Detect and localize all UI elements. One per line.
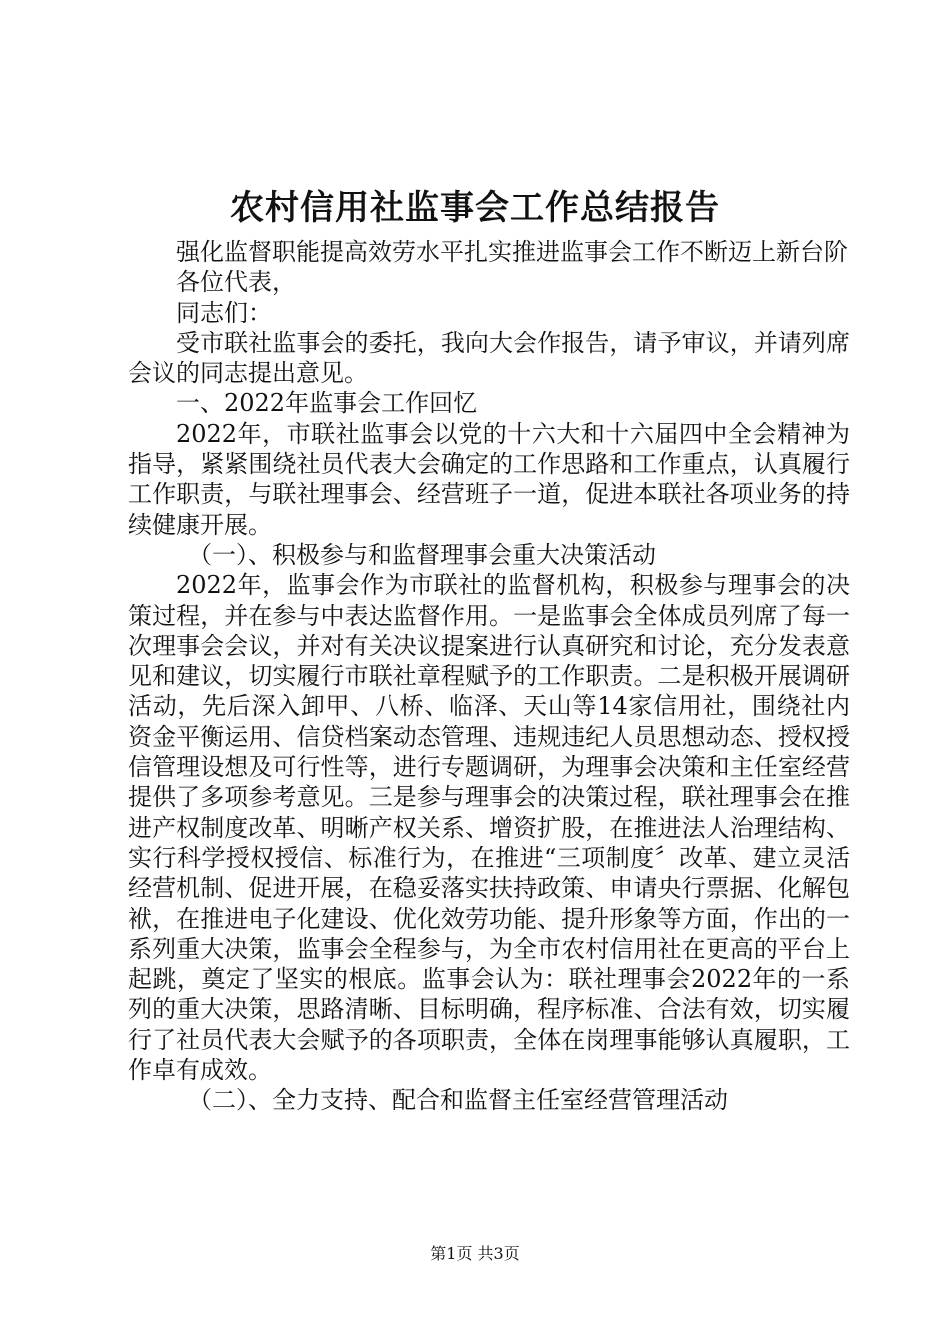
paragraph-decision-activities: 2022年，监事会作为市联社的监督机构，积极参与理事会的决策过程，并在参与中表达监督作用。一是监事会全体成员列席了每一次理事会会议，并对有关决议提案进行认真研究和讨论，充分发表意见和建议，切实履行市联社章程赋予的工作职责。二是积极开展调研活动，先后深入卸甲、八桥、临泽、天山等14家信用社，围绕社内资金平衡运用、信贷档案动态管理、违规违纪人员思想动态、授权授信管理设想及可行性等，进行专题调研，为理事会决策和主任室经营提供了多项参考意见。三是参与理事会的决策过程，联社理事会在推进产权制度改革、明晰产权关系、增资扩股，在推进法人治理结构、实行科学授权授信、标准行为，在推进“三项制度〞改革、建立灵活经营机制、促进开展，在稳妥落实扶持政策、申请央行票据、化解包袱，在推进电子化建设、优化效劳功能、提升形象等方面，作出的一系列重大决策，监事会全程参与，为全市农村信用社在更高的平台上起跳，奠定了坚实的根底。监事会认为：联社理事会2022年的一系列的重大决策，思路清晰、目标明确，程序标准、合法有效，切实履行了社员代表大会赋予的各项职责，全体在岗理事能够认真履职，工作卓有成效。 bbox=[128, 571, 850, 1085]
page-footer: 第1页 共3页 bbox=[430, 1244, 520, 1263]
paragraph-subtitle: 强化监督职能提高效劳水平扎实推进监事会工作不断迈上新台阶 bbox=[176, 238, 848, 266]
paragraph-salutation-delegates: 各位代表， bbox=[176, 268, 296, 297]
document-body bbox=[128, 237, 850, 1116]
document-title: 农村信用社监事会工作总结报告 bbox=[230, 188, 720, 228]
paragraph-intro: 受市联社监事会的委托，我向大会作报告，请予审议，并请列席会议的同志提出意见。 bbox=[128, 328, 850, 388]
subsection-heading-1: （一）、积极参与和监督理事会重大决策活动 bbox=[188, 540, 656, 569]
subsection-heading-2: （二）、全力支持、配合和监督主任室经营管理活动 bbox=[188, 1086, 728, 1115]
paragraph-overview: 2022年，市联社监事会以党的十六大和十六届四中全会精神为指导，紧紧围绕社员代表大会确定的工作思路和工作重点，认真履行工作职责，与联社理事会、经营班子一道，促进本联社各项业务的持续健康开展。 bbox=[128, 419, 850, 539]
paragraph-salutation-comrades: 同志们： bbox=[176, 298, 272, 327]
section-heading-1: 一、2022年监事会工作回忆 bbox=[176, 389, 478, 418]
